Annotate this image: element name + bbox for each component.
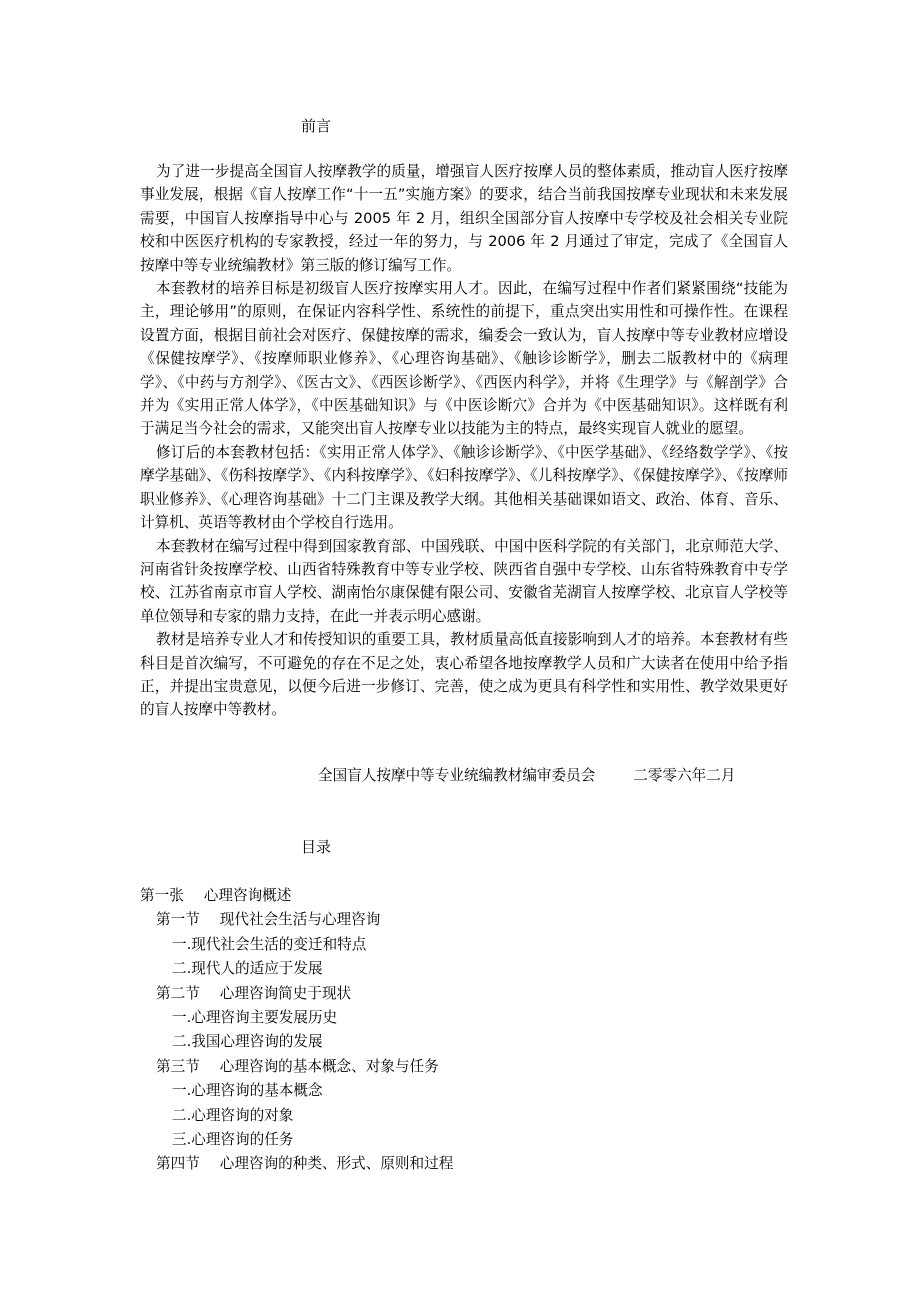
preface-paragraph: 为了进一步提高全国盲人按摩教学的质量，增强盲人医疗按摩人员的整体素质，推动盲人医疗按摩事业发展，根据《盲人按摩工作“十一五”实施方案》的要求，结合当前我国按摩专业现状和未来发展需要，中国盲人按摩指导中心与 2005 年 2 月，组织全国部分盲人按摩中专学校及社会相关专业院校和中医医疗机构的专家教授，经过一年的努力，与 2006 年 2 月通过了审定，完成了《全国盲人按摩中等专业统编教材》第三版的修订编写工作。 — [140, 163, 788, 274]
toc-text: 现代社会生活与心理咨询 — [219, 911, 381, 929]
toc-label: 第一张 — [140, 887, 184, 904]
toc-item[interactable] — [140, 1104, 453, 1128]
preface-paragraph: 本套教材的培养目标是初级盲人医疗按摩实用人才。因此，在编写过程中作者们紧紧围绕“技能为主，理论够用”的原则，在保证内容科学性、系统性的前提下，重点突出实用性和可操作性。在课程设置方面，根据目前社会对医疗、保健按摩的需求，编委会一致认为，盲人按摩中等专业教材应增设《保健按摩学》、《按摩师职业修养》、《心理咨询基础》、《触诊诊断学》，删去二版教材中的《病理学》、《中药与方剂学》、《医古文》、《西医诊断学》、《西医内科学》，并将《生理学》与《解剖学》合并为《实用正常人体学》，《中医基础知识》与《中医诊断穴》合并为《中医基础知识》。这样既有利于满足当今社会的需求，又能突出盲人按摩专业以技能为主的特点，最终实现盲人就业的愿望。 — [140, 280, 788, 438]
toc-text: 一.心理咨询的基本概念 — [172, 1082, 323, 1100]
signature-date: 二零零六年二月 — [633, 767, 736, 784]
toc-label: 第三节 — [156, 1057, 200, 1075]
toc-section[interactable] — [140, 1152, 453, 1176]
toc-text: 心理咨询的种类、形式、原则和过程 — [219, 1155, 454, 1173]
toc-label: 第四节 — [156, 1155, 200, 1173]
toc-item[interactable] — [140, 1006, 453, 1030]
toc-text: 三.心理咨询的任务 — [172, 1130, 294, 1148]
preface-body — [140, 160, 788, 722]
toc-item[interactable] — [140, 1128, 453, 1152]
toc-chapter[interactable] — [140, 884, 453, 908]
preface-paragraph: 教材是培养专业人才和传授知识的重要工具，教材质量高低直接影响到人才的培养。本套教材有些科目是首次编写，不可避免的存在不足之处，衷心希望各地按摩教学人员和广大读者在使用中给予指正，并提出宝贵意见，以便今后进一步修订、完善，使之成为更具有科学性和实用性、教学效果更好的盲人按摩中等教材。 — [140, 631, 788, 719]
toc-text: 一.现代社会生活的变迁和特点 — [172, 935, 367, 953]
toc-item[interactable] — [140, 933, 453, 957]
preface-paragraph: 修订后的本套教材包括：《实用正常人体学》、《触诊诊断学》、《中医学基础》、《经络数学学》、《按摩学基础》、《伤科按摩学》、《内科按摩学》、《妇科按摩学》、《儿科按摩学》、《保健按摩学》、《按摩师职业修养》、《心理咨询基础》十二门主课及教学大纲。其他相关基础课如语文、政治、体育、音乐、计算机、英语等教材由个学校自行选用。 — [140, 443, 788, 532]
toc-item[interactable] — [140, 957, 453, 981]
toc-item[interactable] — [140, 1030, 453, 1054]
table-of-contents — [140, 884, 453, 1177]
toc-text: 二.心理咨询的对象 — [172, 1106, 294, 1124]
toc-title: 目录 — [301, 838, 332, 856]
toc-text: 心理咨询概述 — [203, 887, 292, 904]
preface-title: 前言 — [301, 117, 332, 135]
signature-org: 全国盲人按摩中等专业统编教材编审委员会 — [318, 767, 596, 784]
preface-paragraph: 本套教材在编写过程中得到国家教育部、中国残联、中国中医科学院的有关部门，北京师范大学、河南省针灸按摩学校、山西省特殊教育中等专业学校、陕西省自强中专学校、山东省特殊教育中专学校、江苏省南京市盲人学校、湖南怡尔康保健有限公司、安徽省芜湖盲人按摩学校、北京盲人学校等单位领导和专家的鼎力支持，在此一并表示明心感谢。 — [140, 537, 788, 625]
toc-text: 心理咨询的基本概念、对象与任务 — [219, 1057, 439, 1075]
toc-label: 第一节 — [156, 911, 200, 929]
toc-text: 心理咨询简史于现状 — [219, 984, 352, 1002]
toc-text: 一.心理咨询主要发展历史 — [172, 1008, 338, 1026]
toc-item[interactable] — [140, 1079, 453, 1103]
toc-section[interactable] — [140, 982, 453, 1006]
toc-section[interactable] — [140, 908, 453, 932]
preface-signature — [318, 765, 735, 787]
toc-label: 第二节 — [156, 984, 200, 1002]
toc-text: 二.现代人的适应于发展 — [172, 960, 323, 978]
toc-section[interactable] — [140, 1055, 453, 1079]
toc-text: 二.我国心理咨询的发展 — [172, 1033, 323, 1051]
